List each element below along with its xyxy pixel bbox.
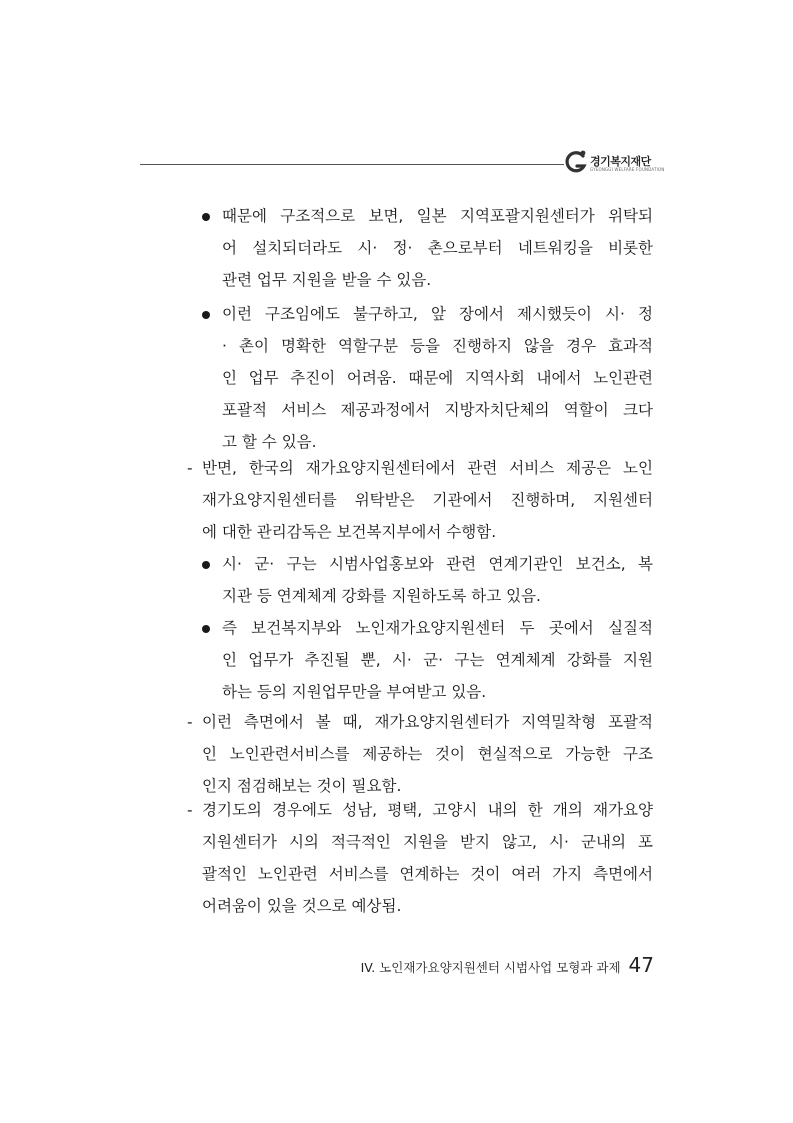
text-line: 지원센터가 시의 적극적인 지원을 받지 않고, 시· 군내의 포 bbox=[202, 833, 653, 851]
text-line: · 촌이 명확한 역할구분 등을 진행하지 않을 경우 효과적 bbox=[222, 337, 653, 355]
page-number: 47 bbox=[628, 953, 654, 977]
footer-chapter-title: IV. 노인재가요양지원센터 시범사업 모형과 과제 bbox=[360, 960, 621, 975]
bullet-marker bbox=[202, 625, 210, 633]
dash-marker: - bbox=[187, 713, 193, 731]
text-line: 관련 업무 지원을 받을 수 있음. bbox=[222, 271, 432, 289]
text-line: 에 대한 관리감독은 보건복지부에서 수행함. bbox=[202, 523, 497, 541]
text-line: 어 설치되더라도 시· 정· 촌으로부터 네트워킹을 비롯한 bbox=[222, 239, 653, 257]
foundation-logo bbox=[563, 148, 673, 178]
text-line: 인 노인관련서비스를 제공하는 것이 현실적으로 가능한 구조 bbox=[202, 745, 653, 763]
header-rule bbox=[140, 164, 564, 165]
logo-subtitle: GYEONGGI WELFARE FOUNDATION bbox=[590, 167, 665, 172]
text-line: 즉 보건복지부와 노인재가요양지원센터 두 곳에서 실질적 bbox=[222, 619, 653, 637]
bullet-marker bbox=[202, 213, 210, 221]
text-line: 어려움이 있을 것으로 예상됨. bbox=[202, 897, 402, 915]
text-line: 지관 등 연계체계 강화를 지원하도록 하고 있음. bbox=[222, 587, 541, 605]
text-line: 고 할 수 있음. bbox=[222, 433, 317, 451]
text-line: 하는 등의 지원업무만을 부여받고 있음. bbox=[222, 683, 487, 701]
text-line: 인 업무 추진이 어려움. 때문에 지역사회 내에서 노인관련 bbox=[222, 369, 653, 387]
text-line: 때문에 구조적으로 보면, 일본 지역포괄지원센터가 위탁되 bbox=[222, 207, 653, 225]
text-line: 인 업무가 추진될 뿐, 시· 군· 구는 연계체계 강화를 지원 bbox=[222, 651, 653, 669]
bullet-marker bbox=[202, 561, 210, 569]
text-line: 이런 측면에서 볼 때, 재가요양지원센터가 지역밀착형 포괄적 bbox=[202, 713, 653, 731]
foundation-logo-icon bbox=[563, 148, 589, 176]
page-footer bbox=[361, 953, 654, 977]
text-line: 괄적인 노인관련 서비스를 연계하는 것이 여러 가지 측면에서 bbox=[202, 865, 653, 883]
dash-marker: - bbox=[187, 801, 193, 819]
text-line: 경기도의 경우에도 성남, 평택, 고양시 내의 한 개의 재가요양 bbox=[202, 801, 653, 819]
text-line: 이런 구조임에도 불구하고, 앞 장에서 제시했듯이 시· 정 bbox=[222, 305, 653, 323]
dash-marker: - bbox=[187, 459, 193, 477]
logo-name: 경기복지재단 bbox=[590, 155, 651, 168]
text-line: 재가요양지원센터를 위탁받은 기관에서 진행하며, 지원센터 bbox=[202, 491, 653, 509]
text-line: 시· 군· 구는 시범사업홍보와 관련 연계기관인 보건소, 복 bbox=[222, 555, 653, 573]
text-line: 포괄적 서비스 제공과정에서 지방자치단체의 역할이 크다 bbox=[222, 401, 653, 419]
text-line: 인지 점검해보는 것이 필요함. bbox=[202, 777, 402, 795]
bullet-marker bbox=[202, 311, 210, 319]
text-line: 반면, 한국의 재가요양지원센터에서 관련 서비스 제공은 노인 bbox=[202, 459, 653, 477]
